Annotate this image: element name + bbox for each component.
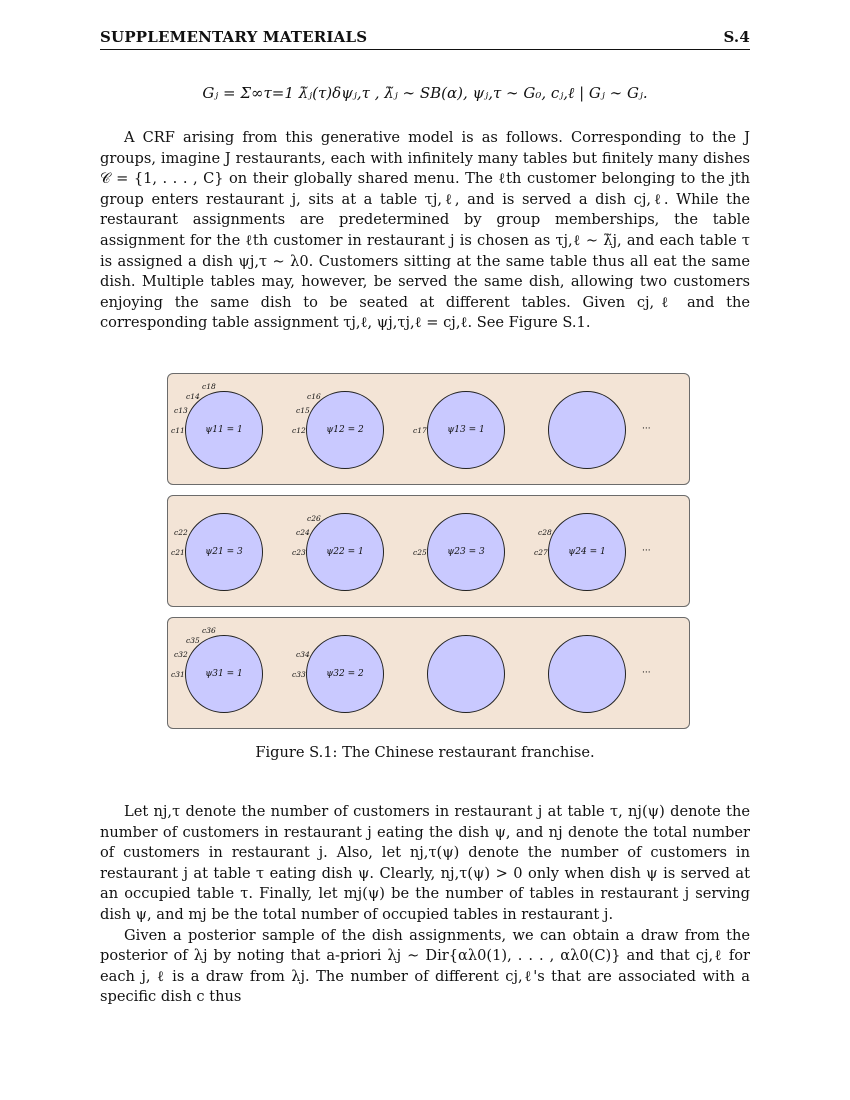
table-circle (548, 391, 626, 469)
ellipsis: ··· (642, 424, 651, 434)
table-circle (427, 635, 505, 713)
customer-label: c21 (171, 548, 185, 557)
table-circle: ψ32 = 2 (306, 635, 384, 713)
table-circle: ψ22 = 1 (306, 513, 384, 591)
customer-label: c27 (534, 548, 548, 557)
customer-label: c31 (171, 670, 185, 679)
table-circle: ψ24 = 1 (548, 513, 626, 591)
paragraph-notation-text: Let nj,τ denote the number of customers in restaurant j at table τ, nj(ψ) denote the number of customers in restaurant j eating the dish ψ, and nj denote the total number of customers in restaurant j. Also, let nj,τ(ψ) denote the number of customers in restaurant j at table τ eating dish ψ. Clearly, nj,τ(ψ) > 0 only when dish ψ is served at an occupied table τ. Finally, let mj(ψ) be the number of tables in restaurant j serving dish ψ, and mj be the total number of occupied tables in restaurant j. (100, 803, 750, 923)
table-circle: ψ13 = 1 (427, 391, 505, 469)
customer-label: c12 (292, 426, 306, 435)
table-circle: ψ23 = 3 (427, 513, 505, 591)
customer-label: c18 (202, 382, 216, 391)
customer-label: c34 (296, 650, 310, 659)
customer-label: c13 (174, 406, 188, 415)
ellipsis: ··· (642, 668, 651, 678)
customer-label: c17 (413, 426, 427, 435)
paragraph-crf (100, 128, 750, 334)
customer-label: c15 (296, 406, 310, 415)
customer-label: c24 (296, 528, 310, 537)
table-circle: ψ12 = 2 (306, 391, 384, 469)
paragraph-crf-text: A CRF arising from this generative model is as follows. Corresponding to the J groups, imagine J restaurants, each with infinitely many tables but finitely many dishes 𝒞 = {1, . . . , C} on their globally shared menu. The ℓth customer belonging to the jth group enters restaurant j, sits at a table τj,ℓ, and is served a dish cj,ℓ. While the restaurant assignments are predetermined by group memberships, the table assignment for the ℓth customer in restaurant j is chosen as τj,ℓ ∼ λ̃j, and each table τ is assigned a dish ψj,τ ∼ λ0. Customers sitting at the same table thus all eat the same dish. Multiple tables may, however, be served the same dish, allowing two customers enjoying the same dish to be seated at different tables. Given cj,ℓ and the corresponding table assignment τj,ℓ, ψj,τj,ℓ = cj,ℓ. See Figure S.1. (100, 129, 750, 332)
customer-label: c33 (292, 670, 306, 679)
display-equation: Gⱼ = Σ∞τ=1 λ̃ⱼ(τ)δψⱼ,τ , λ̃ⱼ ∼ SB(α), ψⱼ,τ ∼ G₀, cⱼ,ℓ | Gⱼ ∼ Gⱼ. (202, 84, 648, 102)
customer-label: c23 (292, 548, 306, 557)
paragraph-posterior-text: Given a posterior sample of the dish assignments, we can obtain a draw from the posterior of λj by noting that a-priori λj ∼ Dir{αλ0(1), . . . , αλ0(C)} and that cj,ℓ for each j, ℓ is a draw from λj. The number of different cj,ℓ's that are associated with a specific dish c thus (100, 926, 750, 1006)
table-circle (548, 635, 626, 713)
crf-figure (167, 373, 690, 739)
restaurant-2 (167, 495, 690, 607)
ellipsis: ··· (642, 546, 651, 556)
figure-caption: Figure S.1: The Chinese restaurant franchise. (255, 744, 595, 761)
customer-label: c25 (413, 548, 427, 557)
paragraph-notation (100, 802, 750, 1008)
table-circle: ψ21 = 3 (185, 513, 263, 591)
customer-label: c22 (174, 528, 188, 537)
customer-label: c26 (307, 514, 321, 523)
customer-label: c35 (186, 636, 200, 645)
table-circle: ψ31 = 1 (185, 635, 263, 713)
header-title: SUPPLEMENTARY MATERIALS (100, 28, 368, 46)
customer-label: c32 (174, 650, 188, 659)
page-header (100, 28, 750, 50)
table-circle: ψ11 = 1 (185, 391, 263, 469)
customer-label: c28 (538, 528, 552, 537)
customer-label: c36 (202, 626, 216, 635)
page-number: S.4 (723, 28, 750, 46)
customer-label: c14 (186, 392, 200, 401)
customer-label: c16 (307, 392, 321, 401)
restaurant-3 (167, 617, 690, 729)
customer-label: c11 (171, 426, 185, 435)
restaurant-1 (167, 373, 690, 485)
